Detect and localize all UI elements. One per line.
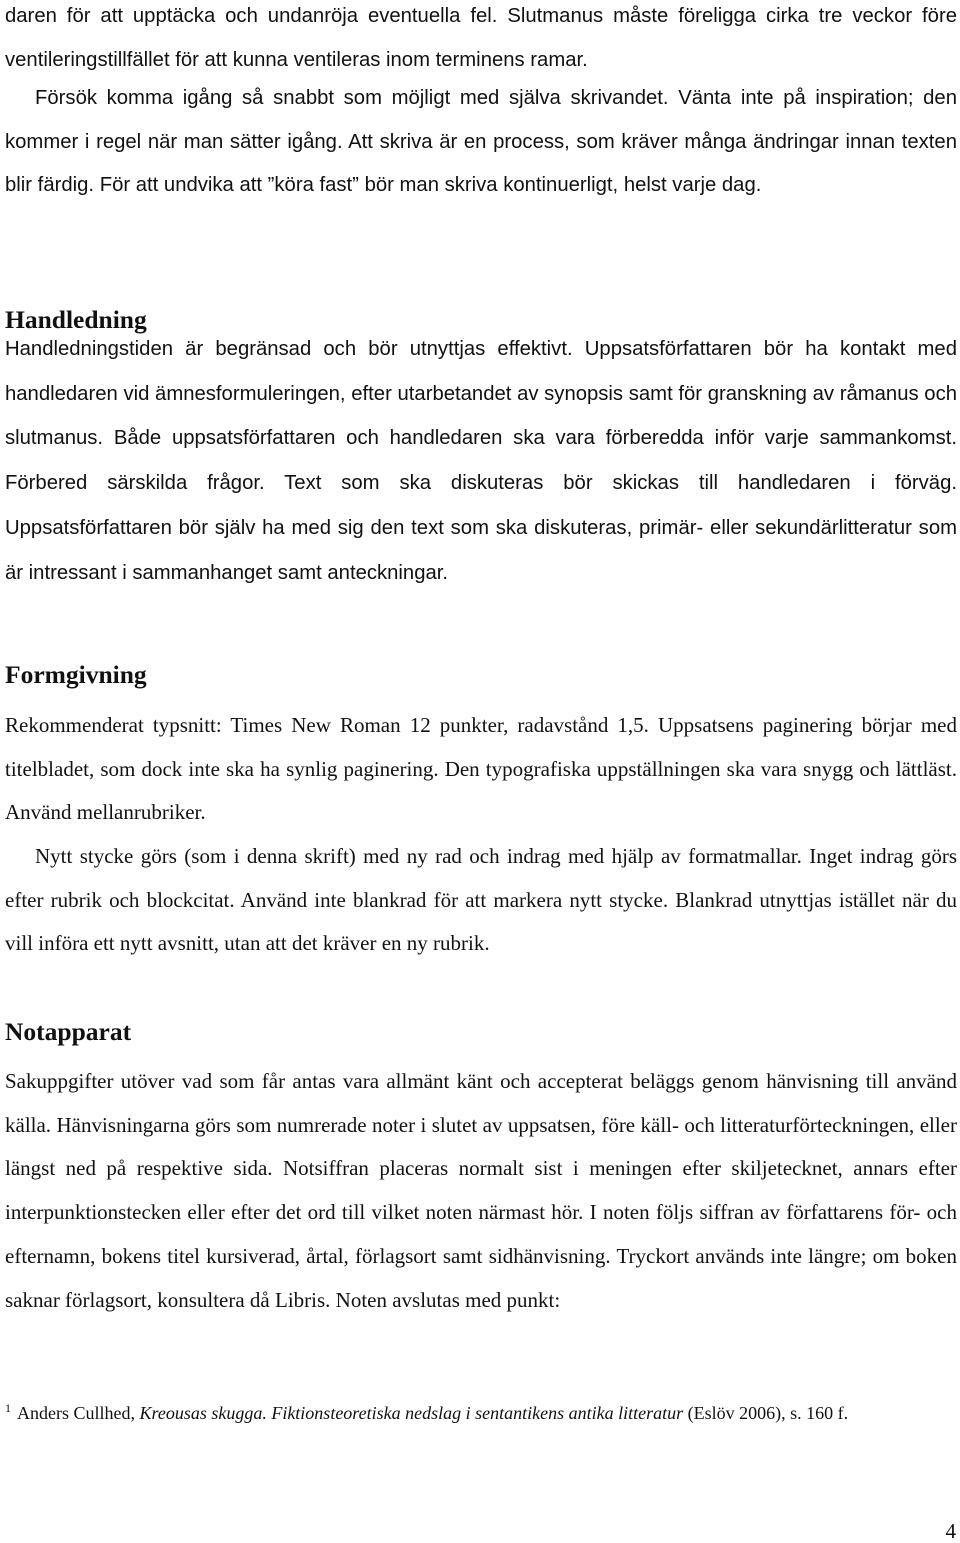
handledning-paragraph	[5, 327, 957, 595]
formgivning-paragraph-1: Rekommenderat typsnitt: Times New Roman 12 punkter, radavstånd 1,5. Uppsatsens paginering börjar med titelbladet, som dock inte ska ha synlig paginering. Den typografiska uppställningen ska vara snygg och lättläst. Använd mellanrubriker.	[5, 713, 957, 825]
section-heading-handledning: Handledning	[5, 305, 147, 334]
intro-paragraph-continued: daren för att upptäcka och undanröja eventuella fel. Slutmanus måste föreligga cirka tre veckor före ventileringstillfället för att kunna ventileras inom terminens ramar.	[5, 5, 957, 71]
handledning-text-a: Handledningstiden är begränsad och bör utnyttjas effektivt.	[5, 338, 585, 360]
formgivning-paragraph-2: Nytt stycke görs (som i denna skrift) med ny rad och indrag med hjälp av formatmallar. Inget indrag görs efter rubrik och blockcitat. Använd inte blankrad för att markera nytt stycke. Blankrad utnyttjas istället när du vill införa ett nytt avsnitt, utan att det kräver en ny rubrik.	[5, 844, 957, 956]
footnote-author: Anders Cullhed,	[17, 1403, 140, 1423]
section-heading-formgivning: Formgivning	[5, 660, 147, 689]
handledning-text-b: Uppsatsförfattaren bör ha kontakt med handledaren vid ämnesformuleringen, efter utarbetandet av synopsis samt för granskning av råmanus och slutmanus. Både uppsatsförfattaren och handledaren ska vara förberedda inför varje sammankomst. Förbered särskilda frågor. Text som ska diskuteras bör skickas till handledaren i förväg. Uppsatsförfattaren bör själv ha med sig den text som ska diskuteras, primär- eller sekundärlitteratur som är intressant i sammanhanget samt anteckningar.	[5, 338, 957, 584]
section-heading-notapparat: Notapparat	[5, 1017, 132, 1046]
intro-text-a: Försök komma igång så snabbt som möjligt med själva skrivandet. Vänta inte på inspiration; den kommer i regel när man sätter igång. Att skriva är en process, som kräver många ändringar innan texten blir färdig.	[5, 87, 957, 197]
intro-text-b: För att undvika att ”köra fast” bör man skriva kontinuerligt, helst varje dag.	[99, 174, 762, 197]
intro-paragraph	[5, 77, 957, 208]
page-number: 4	[945, 1519, 956, 1543]
footnote-number: 1	[5, 1401, 11, 1415]
footnote-rest: (Eslöv 2006), s. 160 f.	[683, 1403, 849, 1423]
footnote-title: Kreousas skugga. Fiktionsteoretiska nedslag i sentantikens antika litteratur	[139, 1403, 684, 1423]
footnote	[5, 1393, 957, 1428]
notapparat-paragraph: Sakuppgifter utöver vad som får antas vara allmänt känt och accepterat beläggs genom hänvisning till använd källa. Hänvisningarna görs som numrerade noter i slutet av uppsatsen, före käll- och litteraturförteckningen, eller längst ned på respektive sida. Notsiffran placeras normalt sist i meningen efter skiljetecknet, annars efter interpunktionstecken eller efter det ord till vilket noten närmast hör. I noten följs siffran av författarens för- och efternamn, bokens titel kursiverad, årtal, förlagsort samt sidhänvisning. Tryckort används inte längre; om boken saknar förlagsort, konsultera då Libris. Noten avslutas med punkt:	[5, 1069, 957, 1312]
